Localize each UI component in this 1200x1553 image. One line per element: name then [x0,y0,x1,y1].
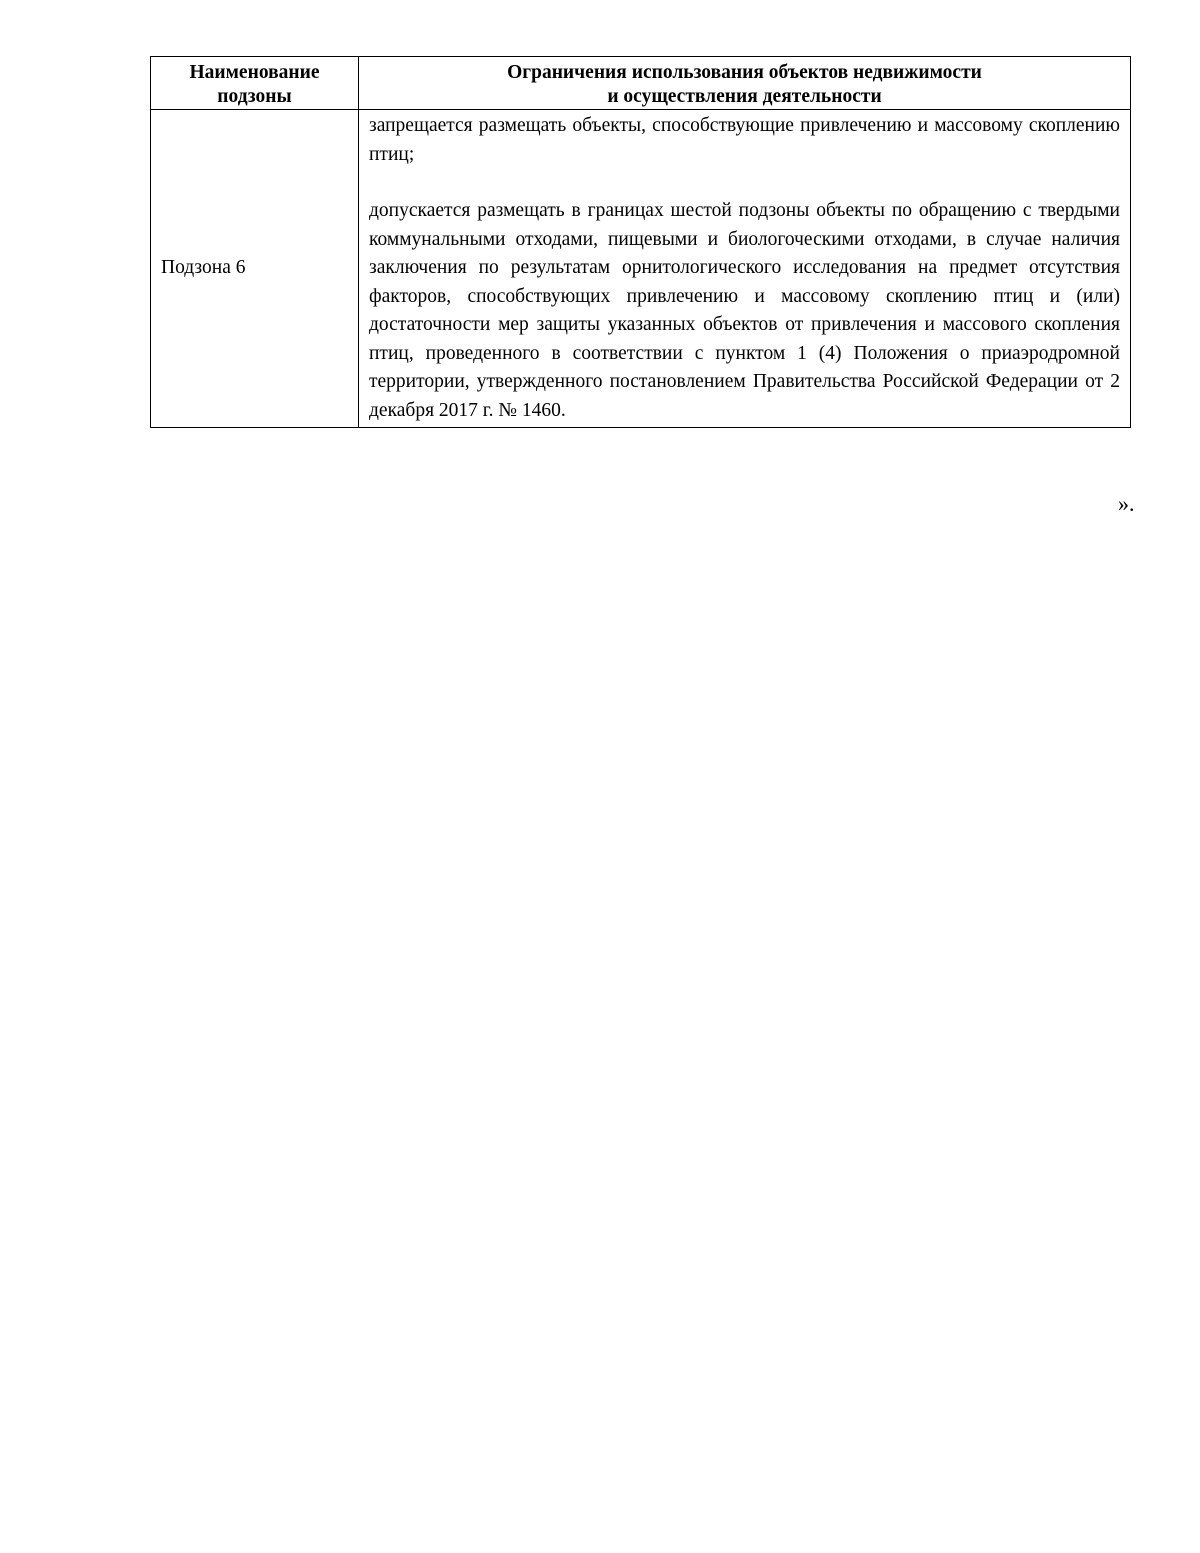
table-row [151,110,1131,428]
restrictions-header [359,57,1131,110]
closing-quote-mark: ». [1118,491,1135,516]
subzone-name-header-line1: Наименование [189,61,320,83]
restrictions-cell [359,110,1131,428]
restriction-paragraph: допускается размещать в границах шестой подзоны объекты по обращению с твердыми коммунальными отходами, пищевыми и биологоческими отходами, в случае наличия заключения по результатам орнитологического исследования на предмет отсутствия факторов, способствующих привлечению и массовому скоплению птиц и (или) достаточности мер защиты указанных объектов от привлечения и массового скопления птиц, проведенного в соответствии с пунктом 1 (4) Положения о приаэродромной территории, утвержденного постановлением Правительства Российской Федерации от 2 декабря 2017 г. № 1460. [369,200,1120,421]
restrictions-header-line2: и осуществления деятельности [607,85,882,107]
restrictions-table [150,56,1131,428]
subzone-name-header-line2: подзоны [217,85,292,107]
subzone-name-cell: Подзона 6 [151,110,359,428]
subzone-name-header [151,57,359,110]
table-header-row [151,57,1131,110]
restrictions-header-line1: Ограничения использования объектов недвижимости [507,61,982,83]
restriction-paragraph: запрещается размещать объекты, способствующие привлечению и массовому скоплению птиц; [369,115,1120,165]
